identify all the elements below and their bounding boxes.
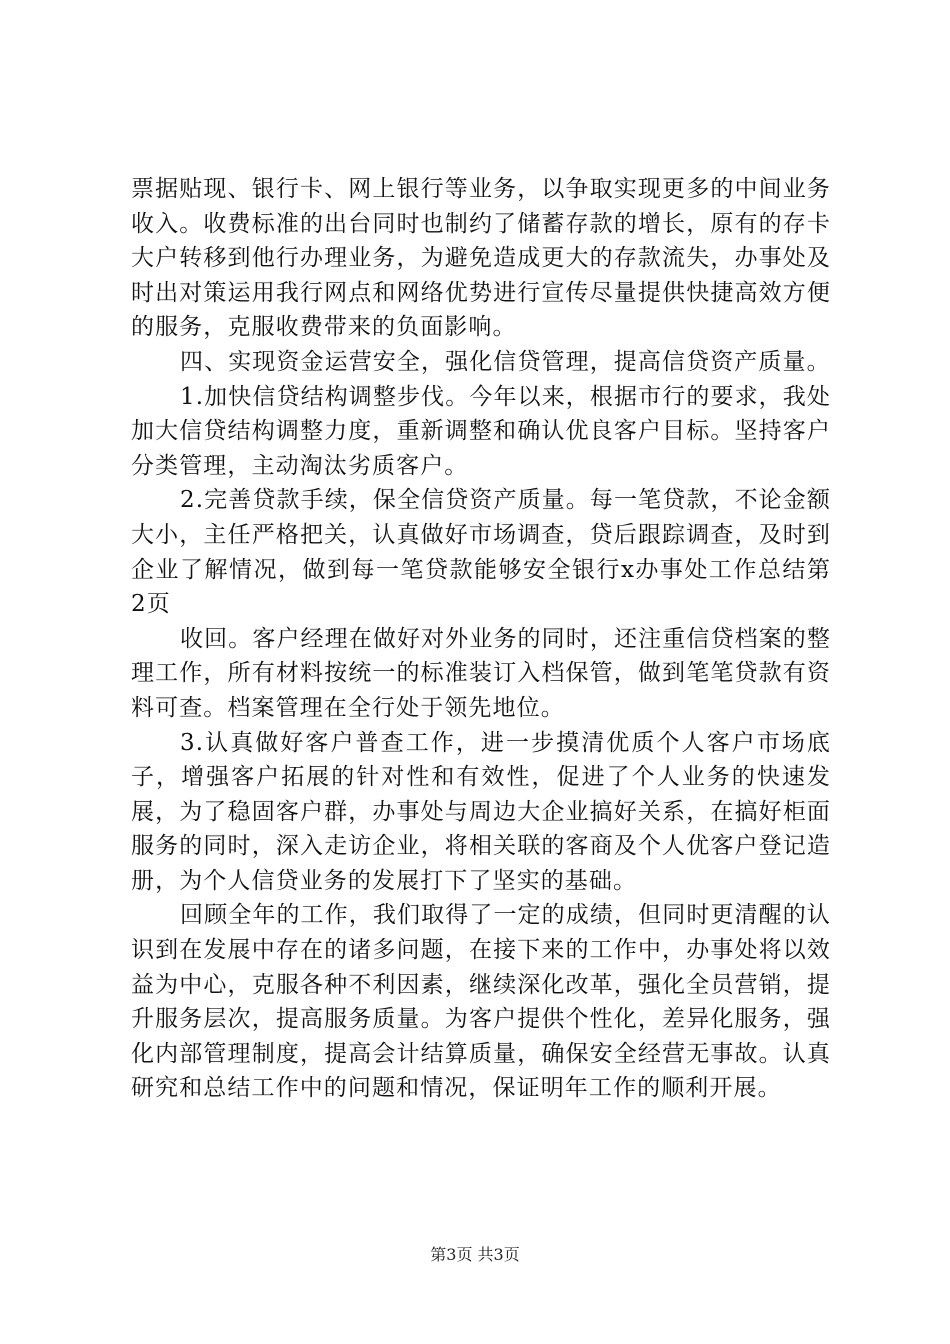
- paragraph-item-1: 1.加快信贷结构调整步伐。今年以来，根据市行的要求，我处加大信贷结构调整力度，重新调整和确认优良客户目标。坚持客户分类管理，主动淘汰劣质客户。: [131, 383, 831, 479]
- paragraph-item-3: 3.认真做好客户普查工作，进一步摸清优质个人客户市场底子，增强客户拓展的针对性和有效性，促进了个人业务的快速发展，为了稳固客户群，办事处与周边大企业搞好关系，在搞好柜面服务的同时，深入走访企业，将相关联的客商及个人优客户登记造册，为个人信贷业务的发展打下了坚实的基础。: [131, 729, 831, 894]
- document-body: [131, 172, 831, 1106]
- section-heading-four: 四、实现资金运营安全，强化信贷管理，提高信贷资产质量。: [180, 348, 831, 375]
- paragraph-item-2-continued: 收回。客户经理在做好对外业务的同时，还注重信贷档案的整理工作，所有材料按统一的标准装订入档保管，做到笔笔贷款有资料可查。档案管理在全行处于领先地位。: [131, 625, 831, 721]
- paragraph-continuation: 票据贴现、银行卡、网上银行等业务，以争取实现更多的中间业务收入。收费标准的出台同时也制约了储蓄存款的增长，原有的存卡大户转移到他行办理业务，为避免造成更大的存款流失，办事处及时出对策运用我行网点和网络优势进行宣传尽量提供快捷高效方便的服务，克服收费带来的负面影响。: [131, 176, 831, 341]
- paragraph-summary: 回顾全年的工作，我们取得了一定的成绩，但同时更清醒的认识到在发展中存在的诸多问题，在接下来的工作中，办事处将以效益为中心，克服各种不利因素，继续深化改革，强化全员营销，提升服务层次，提高服务质量。为客户提供个性化，差异化服务，强化内部管理制度，提高会计结算质量，确保安全经营无事故。认真研究和总结工作中的问题和情况，保证明年工作的顺利开展。: [131, 902, 831, 1102]
- page-footer: 第3页 共3页: [430, 1245, 520, 1264]
- paragraph-item-2: 2.完善贷款手续，保全信贷资产质量。每一笔贷款，不论金额大小，主任严格把关，认真做好市场调查，贷后跟踪调查，及时到企业了解情况，做到每一笔贷款能够安全银行x办事处工作总结第2页: [131, 487, 831, 618]
